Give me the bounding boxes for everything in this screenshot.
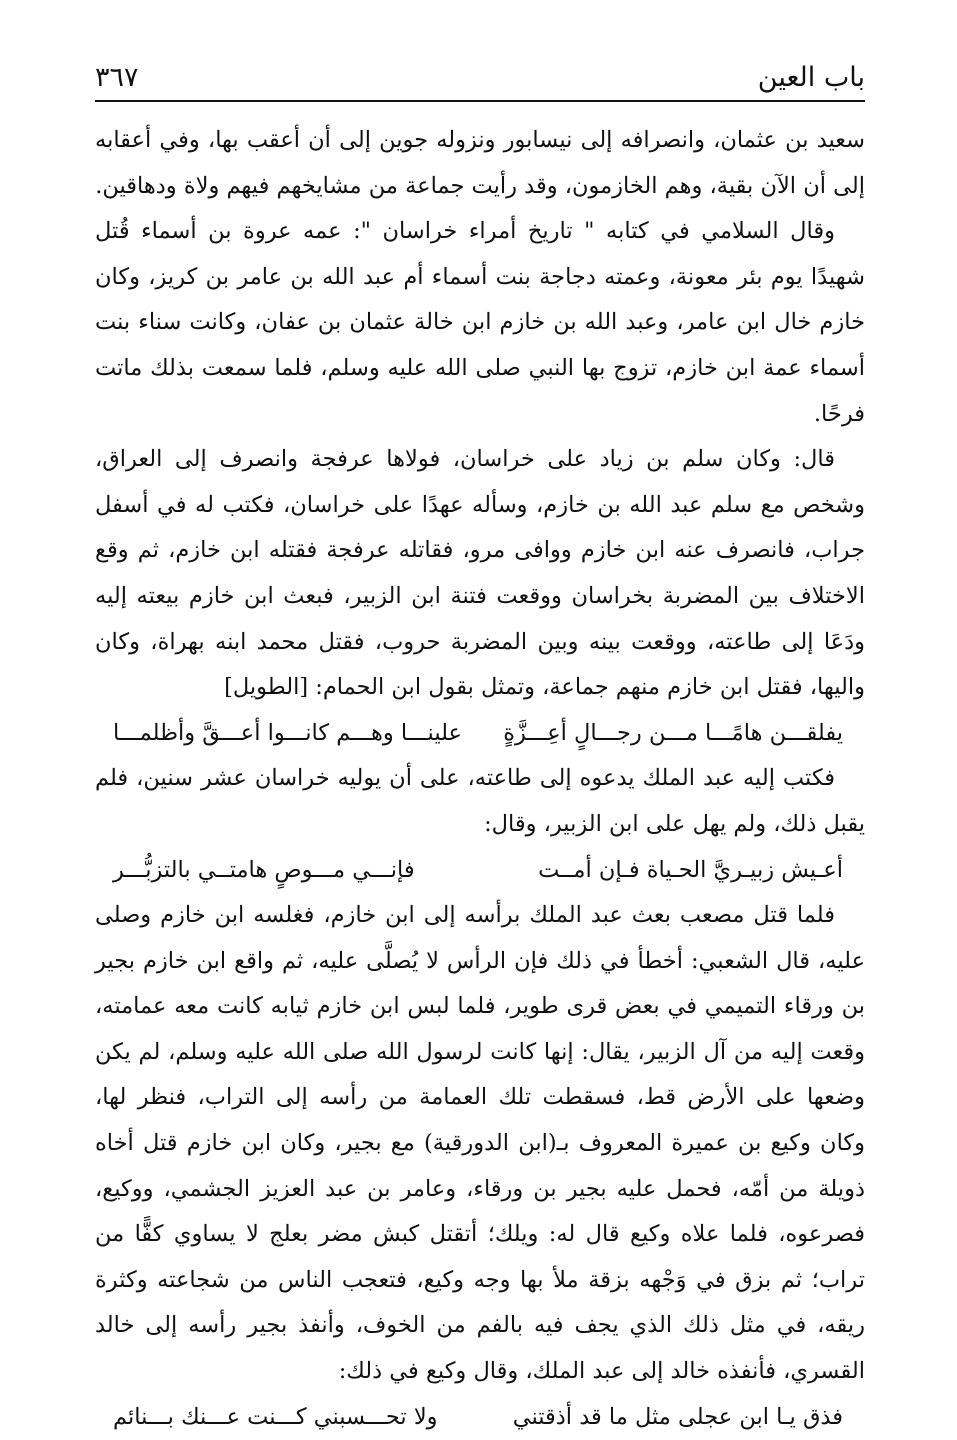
header-rule [95,100,865,102]
verse-second-hemistich: ولا تحـــسبني كـــنت عـــنك بـــنائم [113,1403,438,1430]
page-header [95,56,865,98]
verse-first-hemistich: يفلقـــن هامًـــا مـــن رجـــالٍ أعِـــزَّةٍ [503,719,843,746]
paragraph: سعيد بن عثمان، وانصرافه إلى نيسابور ونزوله جوين إلى أن أعقب بها، وفي أعقابه إلى أن الآن بقية، وهم الخازمون، وقد رأيت جماعة من مشايخهم فيهم ولاة ودهاقين. [95,127,865,199]
paragraph: فكتب إليه عبد الملك يدعوه إلى طاعته، على أن يوليه خراسان عشر سنين، فلم يقبل ذلك، ولم يهل على ابن الزبير، وقال: [95,765,865,837]
paragraph: فلما قتل مصعب بعث عبد الملك برأسه إلى ابن خازم، فغلسه ابن خازم وصلى عليه، قال الشعبي: أخطأ في ذلك فإن الرأس لا يُصلَّى عليه، ثم واقع ابن خازم بجير بن ورقاء التميمي في بعض قرى طوير، فلما لبس ابن خازم ثيابه كانت معه عمامته، وقعت إليه من آل الزبير، يقال: إنها كانت لرسول الله صلى الله عليه وسلم، لم يكن وضعها على الأرض قط، فسقطت تلك العمامة من رأسه إلى التراب، فنظر لها، وكان وكيع بن عميرة المعروف بـ(ابن الدورقية) مع بجير، وكان ابن خازم قتل أخاه ذويلة من أمّه، فحمل عليه بجير بن ورقاء، وعامر بن عبد العزيز الجشمي، ووكيع، فصرعوه، فلما علاه وكيع قال له: ويلك؛ أتقتل كبش مضر بعلج لا يساوي كفًّا من تراب؛ ثم بزق في وَجْهه بزقة ملأ بها وجه وكيع، فتعجب الناس من شجاعته وكثرة ريقه، في مثل ذلك الذي يجف فيه بالفم من الخوف، وأنفذ بجير رأسه إلى خالد القسري، فأنفذه خالد إلى عبد الملك، وقال وكيع في ذلك: [95,902,865,1385]
page-number: ٣٦٧ [95,62,139,93]
verse-second-hemistich: فإنـــي مـــوصٍ هامتــي بالتزبُّـــر [113,856,415,883]
verse-second-hemistich: علينـــا وهـــم كانـــوا أعـــقَّ وأظلمـــا [113,719,462,746]
verse-first-hemistich: فذق يـا ابن عجلى مثل ما قد أذقتني [512,1403,843,1430]
chapter-title: باب العين [757,62,865,93]
body-text [95,118,865,1440]
paragraph: قال: وكان سلم بن زياد على خراسان، فولاها عرفجة وانصرف إلى العراق، وشخص مع سلم عبد الله بن خازم، وسأله عهدًا على خراسان، فكتب له في أسفل جراب، فانصرف عنه ابن خازم ووافى مرو، فقاتله عرفجة فقتله ابن خازم، ثم وقع الاختلاف بين المضربة بخراسان ووقعت فتنة ابن الزبير، فبعث ابن خازم بيعته إليه ودَعَا إلى طاعته، ووقعت بينه وبين المضربة حروب، فقتل محمد ابنه بهراة، وكان واليها، فقتل ابن خازم منهم جماعة، وتمثل بقول ابن الحمام: [الطويل] [95,446,865,701]
paragraph: وقال السلامي في كتابه " تاريخ أمراء خراسان ": عمه عروة بن أسماء قُتل شهيدًا يوم بئر معونة، وعمته دجاجة بنت أسماء أم عبد الله بن عامر بن كريز، وكان خازم خال ابن عامر، وعبد الله بن خازم ابن خالة عثمان بن عفان، وكانت سناء بنت أسماء عمة ابن خازم، تزوج بها النبي صلى الله عليه وسلم، فلما سمعت بذلك ماتت فرحًا. [95,218,865,427]
verse-first-hemistich: أعـيش زبيـريَّ الحـياة فـإن أمــت [538,856,843,883]
poem-verse [95,711,865,757]
poem-verse [95,1395,865,1440]
poem-verse [95,848,865,894]
